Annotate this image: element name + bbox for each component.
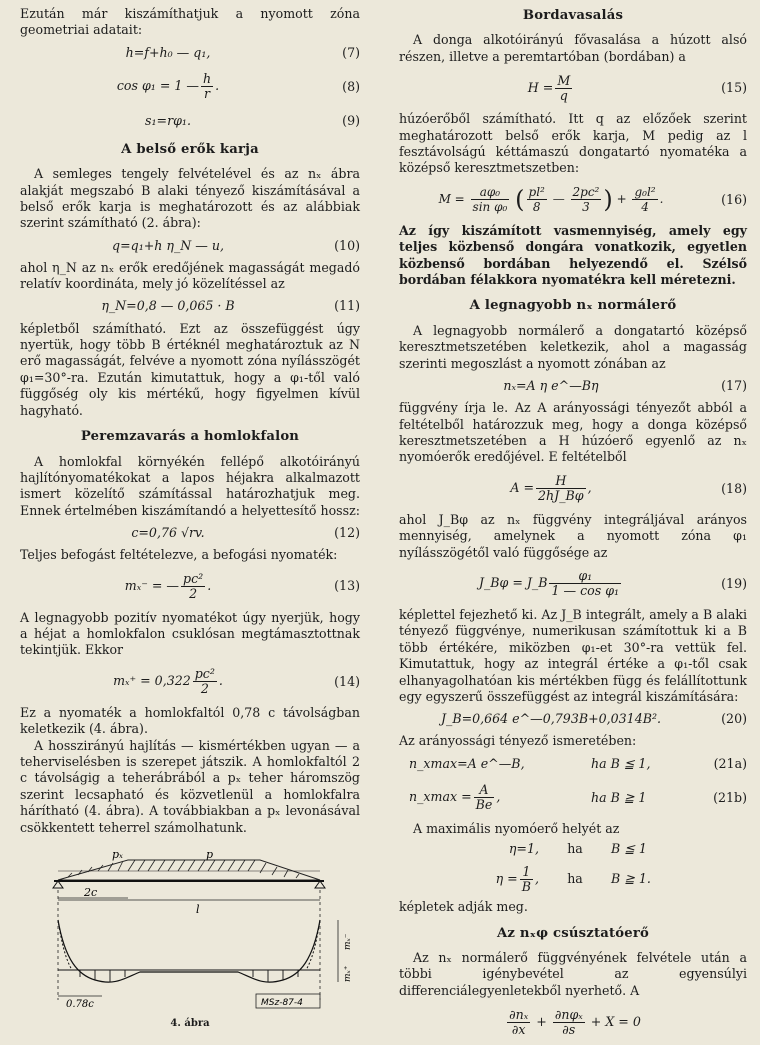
eq12-number: (12) [334, 524, 360, 540]
paragraph-ez: Ez a nyomaték a homlokfaltól 0,78 c távolságban keletkezik (4. ábra). [20, 704, 360, 737]
eq21a-number: (21a) [713, 755, 747, 771]
eq14-fraction: $\frac{\text{pc²}}{2}$ [194, 666, 215, 697]
paragraph-kepletek: képletek adják meg. [399, 899, 528, 915]
equation-9 [20, 110, 360, 132]
condition-1: η=1, ha B ≦ 1 [508, 840, 647, 856]
eq13-number: (13) [334, 578, 360, 594]
eq7-number: (7) [342, 44, 360, 60]
paragraph-huzo: húzóerőből számítható. Itt q az előzőek szerint meghatározott belső erők karja, M pedig az l fesztávolságú kéttámaszú dongatartó nyomatéka a középső keresztmetszetben: [399, 111, 747, 176]
eq13-fraction: $\frac{\text{pc²}}{2}$ [183, 571, 204, 602]
paragraph-legn: A legnagyobb normálerő a dongatartó középső keresztmetszetében keletkezik, ahol a magasság szerinti megoszlást a nyomott zónában az [399, 322, 747, 371]
paragraph-legnagyobb: A legnagyobb pozitív nyomatékot úgy nyerjük, hogy a héjat a homlokfalon csuklósan megtámasztottnak tekintjük. Ekkor [20, 609, 360, 658]
equation-8: cos φ₁ = 1 — $\frac{h}{r}$ . (8) [116, 71, 360, 102]
eq21b-number: (21b) [713, 789, 747, 805]
stamp-text: MSz-87-4 [261, 998, 303, 1008]
equation-13: mₓ⁻ = — $\frac{\text{pc²}}{2}$ . (13) [124, 571, 360, 602]
label-078c: 0.78c [66, 999, 94, 1010]
right-support [315, 881, 325, 888]
eq15-fraction: $\frac{M}{q}$ [557, 72, 571, 103]
heading-belso-erok: A belső erők karja [121, 141, 259, 157]
paragraph-kepletbol: képletből számítható. Ezt az összefüggést úgy nyertük, hogy több B értéknél meghatároztuk az N erő magasságát, felvéve a nyomott zóna nyílásszögét φ₁=30°-ra. Ezután kimutattuk, hogy a φ₁-től való függőség oly kis mértékű, hogy figyelmen kívül hagyható. [20, 320, 360, 418]
equation-15: H = $\frac{M}{q}$ (15) [527, 72, 747, 103]
condition-2: η = $\frac{1}{B}$ , ha B ≧ 1. [495, 863, 651, 894]
equation-21b: n_xmax = $\frac{A}{Be}$ , ha B ≧ 1 (21b) [409, 782, 747, 813]
equation-11 [20, 296, 360, 318]
label-m-minus: mₓ⁻ [343, 933, 353, 950]
paragraph-belso: A semleges tengely felvételével és az nₓ ábra alakját megszabó B alaki tényező kiszámításával a belső erők karja is meghatározott és az alábbiak szerint számítható (2. ábra): [20, 166, 360, 231]
equation-16: M = $\frac{\text{aφ₀}}{\text{sin φ₀}}$ ( $\frac{\text{pl²}}{8}$ — $\frac{\text{2pc²}}{3}$ ) + $\frac{\text{g₀l²}}{4}$ . (16) [438, 185, 747, 215]
paragraph-perem: A homlokfal környékén fellépő alkotóirányú hajlítónyomatékokat a lapos héjakra alkalmazott ismert közelítő számítással határozhatjuk meg. Ennek értelmében kiszámítandó a helyettesítő hossz: [20, 453, 360, 518]
right-column [399, 6, 747, 1045]
left-support [53, 881, 63, 888]
label-2c: 2c [84, 886, 98, 899]
equation-17: nₓ=A η e^—Bη (17) [503, 377, 747, 393]
eq14-number: (14) [334, 673, 360, 689]
paragraph-maximalis: A maximális nyomóerő helyét az [413, 820, 620, 836]
eq11-formula: η_N=0,8 — 0,065 · B [101, 298, 235, 314]
figure-4 [20, 850, 360, 1030]
paragraph-ahol: ahol η_N az nₓ erők eredőjének magasságát megadó relatív koordináta, mely jó közelítéssel az [20, 259, 360, 292]
eq8-fraction: $\frac{h}{r}$ [203, 71, 212, 102]
paragraph-teljes: Teljes befogást feltételezve, a befogási nyomaték: [20, 547, 338, 563]
eq9-formula: s₁=rφ₁. [145, 112, 191, 128]
eq16-number: (16) [721, 191, 747, 207]
eq14-lhs: mₓ⁺ = 0,322 [113, 673, 191, 689]
paragraph-aranyossagi: Az arányossági tényező ismeretében: [399, 733, 637, 749]
paragraph-ahol-j: ahol J_Bφ az nₓ függvény integráljával arányos mennyiség, amelynek a nyomott zóna φ₁ nyílásszögétől való függősége az [399, 511, 747, 560]
equation-19: J_Bφ = J_B $\frac{\text{φ₁}}{\text{1 — cos φ₁}}$ (19) [478, 568, 747, 599]
eq20-number: (20) [721, 711, 747, 727]
equation-21a: n_xmax=A e^—B, ha B ≦ 1, (21a) [409, 755, 747, 771]
heading-bordavasalas: Bordavasalás [522, 8, 624, 23]
paragraph-intro: Ezután már kiszámíthatjuk a nyomott zóna geometriai adatait: [20, 6, 360, 38]
equation-10 [20, 235, 360, 257]
label-px: pₓ [112, 850, 123, 861]
eq7-formula: h=f+h₀ — q₁, [125, 44, 211, 60]
eq19-number: (19) [721, 575, 747, 591]
figure-4-drawing [20, 850, 360, 1010]
moment-curve [58, 920, 320, 982]
eq15-number: (15) [721, 80, 747, 96]
eq9-number: (9) [342, 112, 360, 128]
equation-last: $\frac{\text{∂nₓ}}{\partial x}$ + $\frac{\text{∂nφₓ}}{\partial s}$ + X = 0 [509, 1006, 641, 1037]
paragraph-fuggveny: függvény írja le. Az A arányossági tényezőt abból a feltételből határozzuk meg, hogy a donga középső keresztmetszetében a H húzóerő egyenlő az nₓ nyomóerők eredőjével. E feltételből [399, 400, 747, 465]
equation-7 [20, 42, 360, 64]
eq8-lhs: cos φ₁ = 1 — [116, 78, 199, 94]
eq17-number: (17) [721, 377, 747, 393]
paragraph-igy: Az így kiszámított vasmennyiség, amely egy teljes közbenső dongára vonatkozik, egyetlen közbenső bordában helyezendő el. Szélső bordában félakkora nyomatékra kell méretezni. [399, 222, 747, 288]
eq10-number: (10) [334, 237, 360, 253]
label-l: l [196, 903, 200, 916]
heading-csusztatoero: Az nₓφ csúsztatóerő [496, 925, 650, 941]
eq18-number: (18) [721, 480, 747, 496]
figure-caption: 4. ábra [170, 1018, 210, 1030]
equation-14: mₓ⁺ = 0,322 $\frac{\text{pc²}}{2}$ . (14) [113, 666, 360, 697]
heading-legnagyobb-normalero: A legnagyobb nₓ normálerő [469, 298, 677, 314]
paragraph-csusz: Az nₓ normálerő függvényének felvétele után a többi igénybevétel az egyensúlyi differenciálegyenletekből nyerhető. A [399, 950, 747, 998]
heading-peremzavaras: Peremzavarás a homlokfalon [80, 429, 300, 445]
label-p: p [206, 850, 214, 861]
eq13-lhs: mₓ⁻ = — [124, 578, 180, 594]
eq12-formula: c=0,76 √rv. [131, 524, 205, 540]
paragraph-hossz: A hosszirányú hajlítás — kismértékben ugyan — a teherviselésben is szerepet játszik. A homlokfaltól 2 c távolságig a teherábrából a pₓ teher háromszög szerint lecsapható és közvetlenül a homlokfalra hárítható (4. ábra). A továbbiakban a pₓ levonásával csökkentett teherrel számolhatunk. [20, 737, 360, 835]
paragraph-keplettel: képlettel fejezhető ki. Az J_B integrált, amely a B alaki tényező függvénye, numerikusan számítottuk ki a B több értékére, miközben φ₁-et 30°-ra vettük fel. Kimutattuk, hogy az integrál értéke a φ₁-től csak elhanyagolhatóan kis mértékben függ és felállítottunk egy egyszerű összefüggést az integrál kiszámítására: [399, 606, 747, 704]
label-m-plus: mₓ⁺ [343, 965, 353, 982]
eq11-number: (11) [334, 298, 360, 314]
equation-18: A = $\frac{H}{2hJ\_B\varphi}$ , (18) [510, 473, 747, 504]
eq10-formula: q=q₁+h η_N — u, [112, 237, 224, 253]
left-column [20, 6, 360, 1030]
eq8-number: (8) [342, 78, 360, 94]
paragraph-borda: A donga alkotóirányú fővasalása a húzott alsó részen, illetve a peremtartóban (bordában) a [399, 32, 747, 64]
equation-12 [20, 522, 360, 544]
load-hatch [58, 860, 320, 880]
equation-20: J_B=0,664 e^—0,793B+0,0314B². (20) [440, 711, 747, 727]
